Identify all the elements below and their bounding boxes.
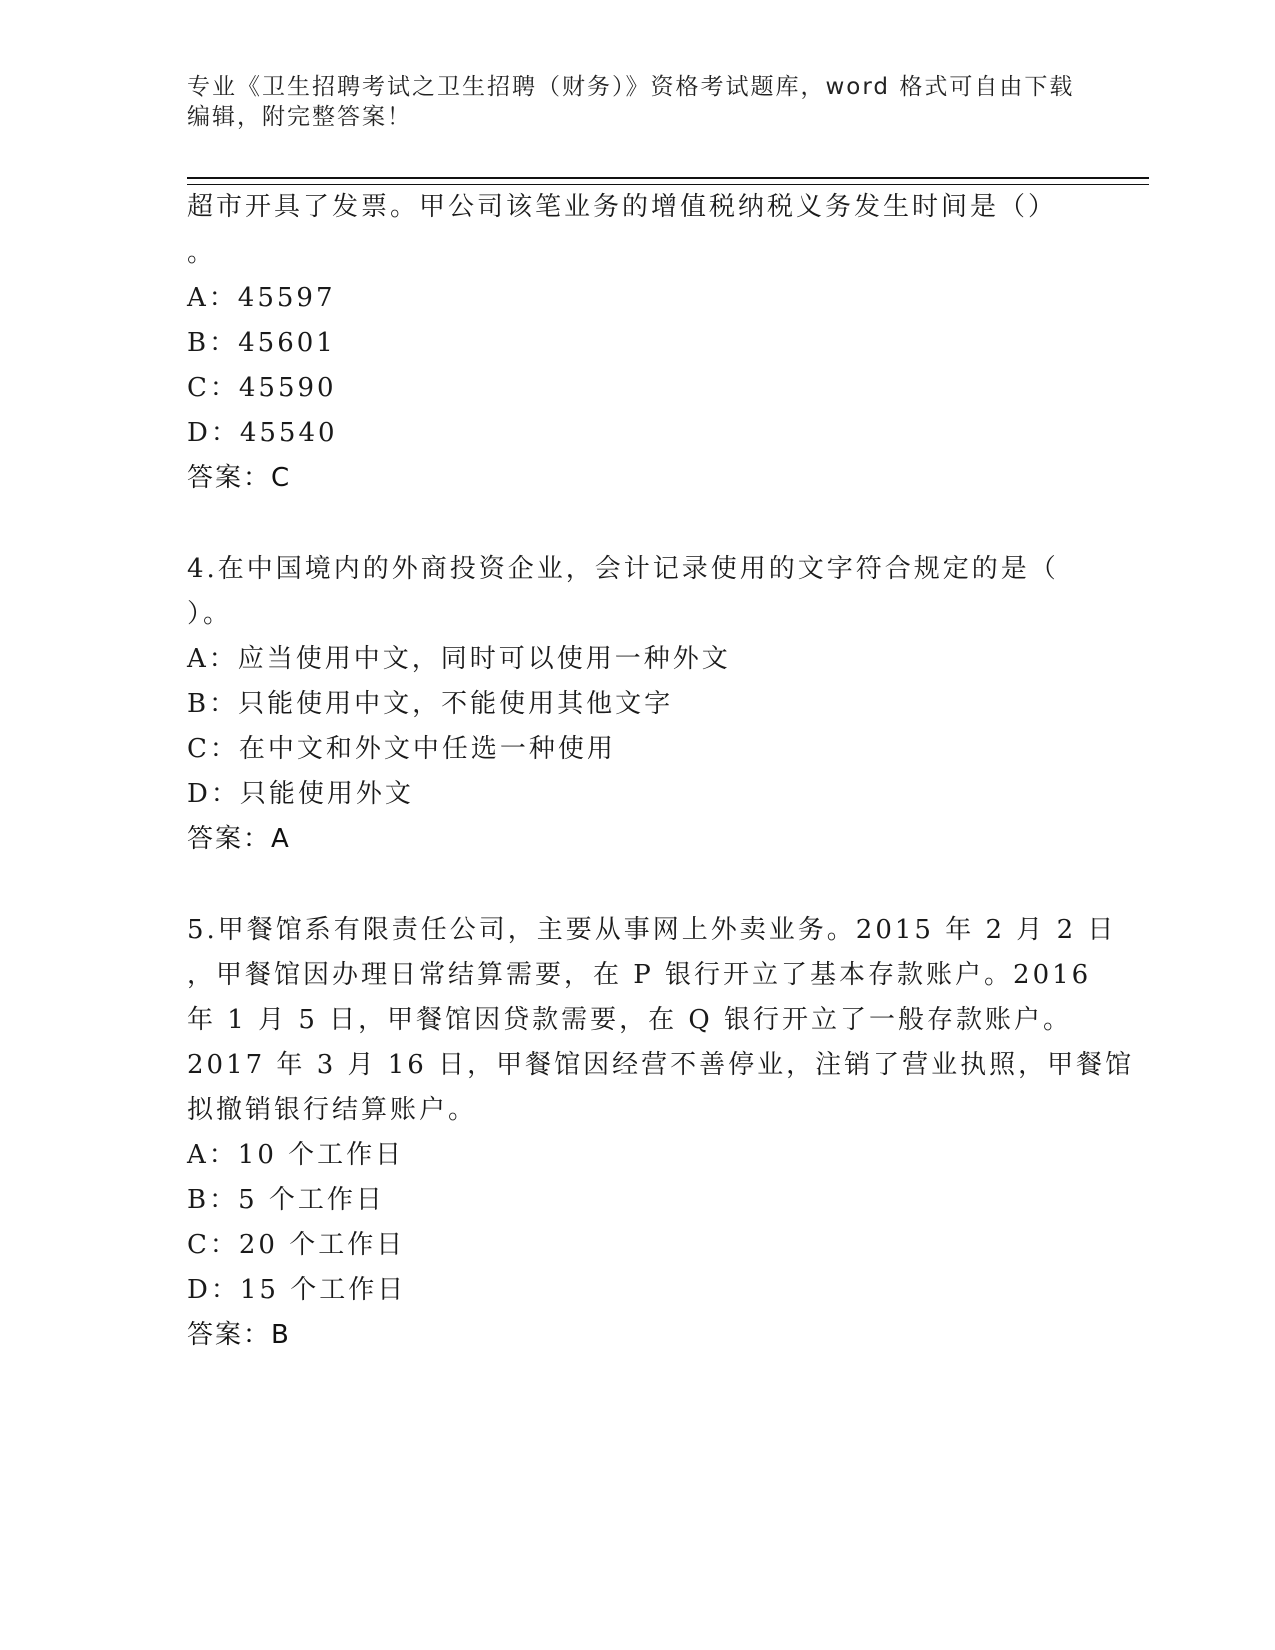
header-divider-thick: [187, 177, 1149, 179]
question-3-stem-line-2: 。: [187, 238, 217, 268]
question-5-stem-line-3: 年 1 月 5 日，甲餐馆因贷款需要，在 Q 银行开立了一般存款账户。: [187, 1005, 1072, 1035]
question-4-stem-line-2: ）。: [187, 599, 233, 629]
question-5-option-b: B：5 个工作日: [187, 1185, 385, 1215]
question-5-option-d: D：15 个工作日: [187, 1275, 407, 1305]
question-4-option-b: B：只能使用中文，不能使用其他文字: [187, 689, 674, 719]
question-3-option-b: B：45601: [187, 328, 336, 358]
question-3-stem-line-1: 超市开具了发票。甲公司该笔业务的增值税纳税义务发生时间是（）: [187, 192, 1058, 222]
question-5-option-c: C：20 个工作日: [187, 1230, 406, 1260]
header-line-1: 专业《卫生招聘考试之卫生招聘（财务）》资格考试题库，word 格式可自由下载: [187, 74, 1075, 100]
question-5-stem-line-2: ，甲餐馆因办理日常结算需要，在 P 银行开立了基本存款账户。2016: [187, 960, 1092, 990]
question-5-option-a: A：10 个工作日: [187, 1140, 405, 1170]
question-3-answer: 答案：C: [187, 463, 292, 493]
question-4-stem-line-1: 4.在中国境内的外商投资企业，会计记录使用的文字符合规定的是（: [187, 554, 1059, 584]
question-5-stem-line-5: 拟撤销银行结算账户。: [187, 1095, 478, 1125]
document-header: [187, 72, 1087, 132]
question-4-answer: 答案：A: [187, 824, 291, 854]
header-line-2: 编辑，附完整答案！: [187, 104, 412, 130]
question-4-option-d: D：只能使用外文: [187, 779, 414, 809]
question-5-stem-line-4: 2017 年 3 月 16 日，甲餐馆因经营不善停业，注销了营业执照，甲餐馆: [187, 1050, 1135, 1080]
question-3-option-a: A：45597: [187, 283, 336, 313]
question-4-option-a: A：应当使用中文，同时可以使用一种外文: [187, 644, 731, 674]
header-divider-thin: [187, 184, 1149, 185]
question-3-option-c: C：45590: [187, 373, 337, 403]
question-5-answer: 答案：B: [187, 1320, 291, 1350]
question-4-option-c: C：在中文和外文中任选一种使用: [187, 734, 616, 764]
question-3-option-d: D：45540: [187, 418, 338, 448]
question-5-stem-line-1: 5.甲餐馆系有限责任公司，主要从事网上外卖业务。2015 年 2 月 2 日: [187, 915, 1117, 945]
